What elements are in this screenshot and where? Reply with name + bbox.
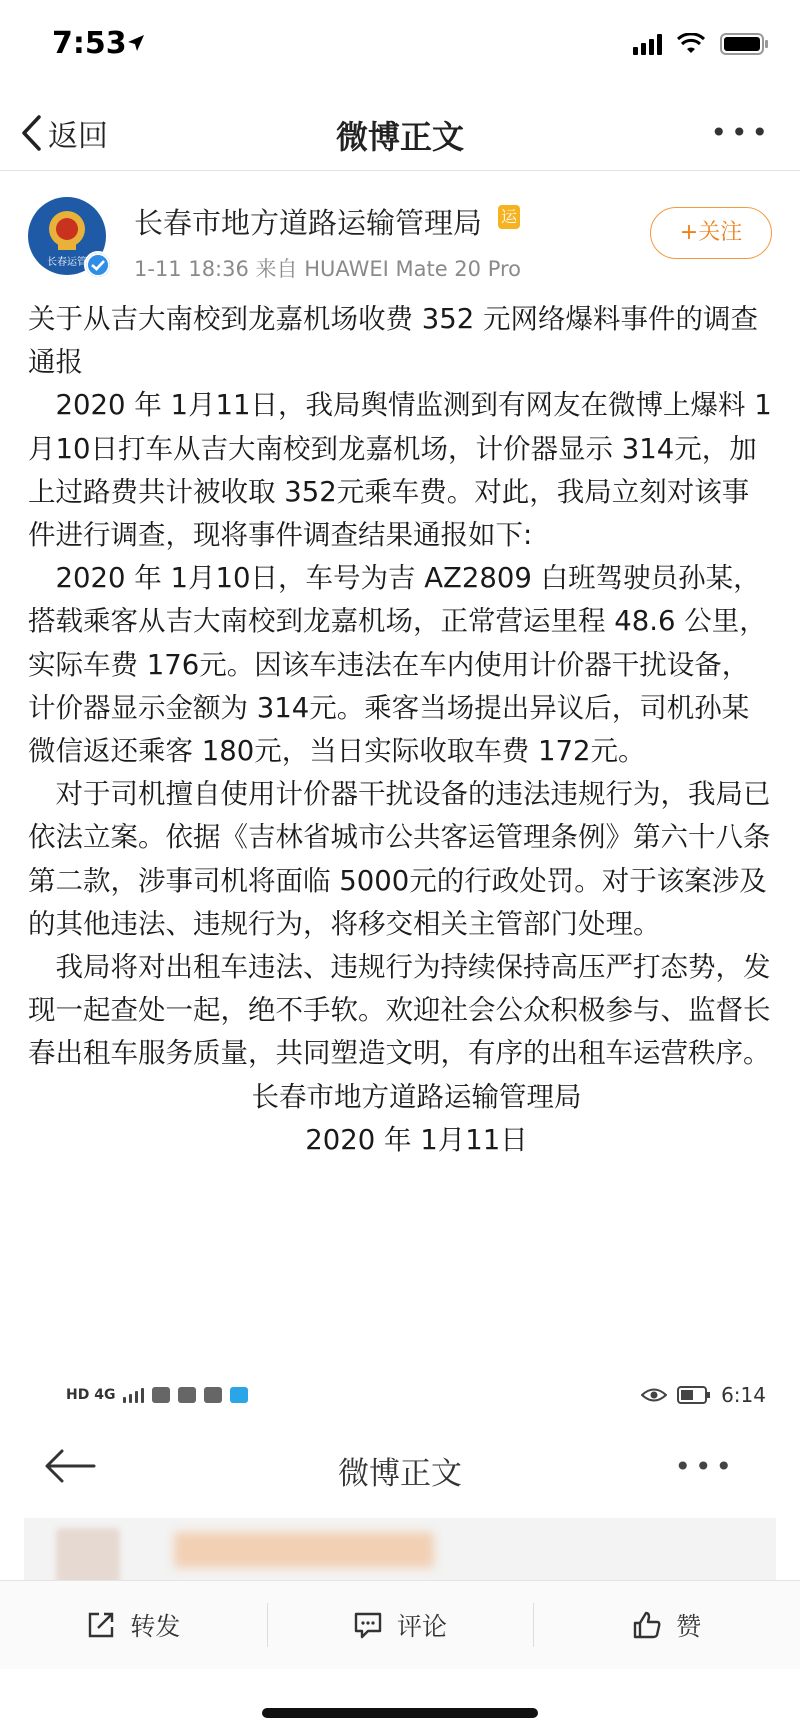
like-button[interactable] (533, 1581, 800, 1669)
embedded-more-icon: ••• (674, 1450, 736, 1483)
home-indicator[interactable] (262, 1708, 538, 1718)
like-label: 赞 (676, 1612, 702, 1641)
battery-icon (720, 32, 770, 56)
action-bar (0, 1580, 800, 1669)
cellular-signal-icon (633, 33, 662, 55)
embedded-eye-icon (641, 1387, 667, 1403)
location-arrow-icon (126, 33, 146, 53)
status-bar (0, 0, 800, 96)
embedded-status-time: 6:14 (721, 1383, 766, 1407)
page-title: 微博正文 (335, 118, 464, 156)
comment-button[interactable] (267, 1581, 534, 1669)
embedded-delivery-icon (230, 1387, 248, 1403)
embedded-status-bar (66, 1372, 766, 1418)
blurred-name (174, 1532, 434, 1568)
avatar-text: 长春运管 (47, 257, 87, 268)
post-meta: 1-11 18:36 来自 HUAWEI Mate 20 Pro (134, 257, 522, 281)
follow-button[interactable]: +关注 (650, 207, 772, 259)
blurred-avatar (56, 1528, 120, 1586)
thumbs-up-icon (632, 1610, 662, 1640)
embedded-title: 微博正文 (338, 1456, 462, 1492)
embedded-s-icon (204, 1387, 222, 1403)
post-paragraph-1: 2020 年 1月11日，我局舆情监测到有网友在微博上爆料 1月10日打车从吉大南校到龙嘉机场，计价器显示 314元，加上过路费共计被收取 352元乘车费。对此，我局立刻对该事件进行调查，现将事件调查结果通报如下: (28, 389, 772, 552)
embedded-nav-bar (24, 1430, 776, 1510)
author-tag: 运 (498, 205, 520, 229)
embedded-app-icon (178, 1387, 196, 1403)
post-header (0, 185, 800, 295)
post-paragraph-3: 对于司机擅自使用计价器干扰设备的违法违规行为，我局已依法立案。依据《吉林省城市公共客运管理条例》第六十八条第二款，涉事司机将面临 5000元的行政处罚。对于该案涉及的其他违法、违规行为，将移交相关主管部门处理。 (28, 778, 771, 940)
wifi-icon (676, 33, 706, 55)
embedded-battery-icon (677, 1386, 711, 1404)
status-indicators (633, 32, 770, 56)
repost-button[interactable] (0, 1581, 267, 1669)
signature-date: 2020 年 1月11日 (305, 1123, 528, 1156)
post-paragraph-4: 我局将对出租车违法、违规行为持续保持高压严打态势，发现一起查处一起，绝不手软。欢迎社会公众积极参与、监督长春出租车服务质量，共同塑造文明，有序的出租车运营秩序。 (28, 951, 771, 1070)
verified-badge-icon (84, 251, 112, 279)
embedded-signal-icon (123, 1387, 144, 1403)
nav-bar (0, 96, 800, 171)
status-time: 7:53 (52, 26, 127, 61)
post-paragraph-2: 2020 年 1月10日，车号为吉 AZ2809 白班驾驶员孙某，搭载乘客从吉大南校到龙嘉机场，正常营运里程 48.6 公里，实际车费 176元。因该车违法在车内使用计价器干扰设备，计价器显示金额为 314元。乘客当场提出异议后，司机孙某微信返还乘客 180元，当日实际收取车费 172元。 (28, 562, 767, 768)
post-title-line: 关于从吉大南校到龙嘉机场收费 352 元网络爆料事件的调查通报 (28, 303, 758, 379)
comment-label: 评论 (397, 1612, 448, 1641)
signature: 长春市地方道路运输管理局 (251, 1080, 582, 1113)
comment-icon (353, 1610, 383, 1640)
author-name[interactable]: 长春市地方道路运输管理局 (134, 206, 483, 240)
more-icon[interactable]: ••• (710, 116, 772, 149)
post-content (28, 298, 773, 1162)
repost-icon (86, 1610, 116, 1640)
repost-label: 转发 (130, 1612, 181, 1641)
embedded-audio-icon (152, 1387, 170, 1403)
back-label: 返回 (48, 119, 108, 154)
embedded-network-label: HD 4G (66, 1387, 116, 1403)
